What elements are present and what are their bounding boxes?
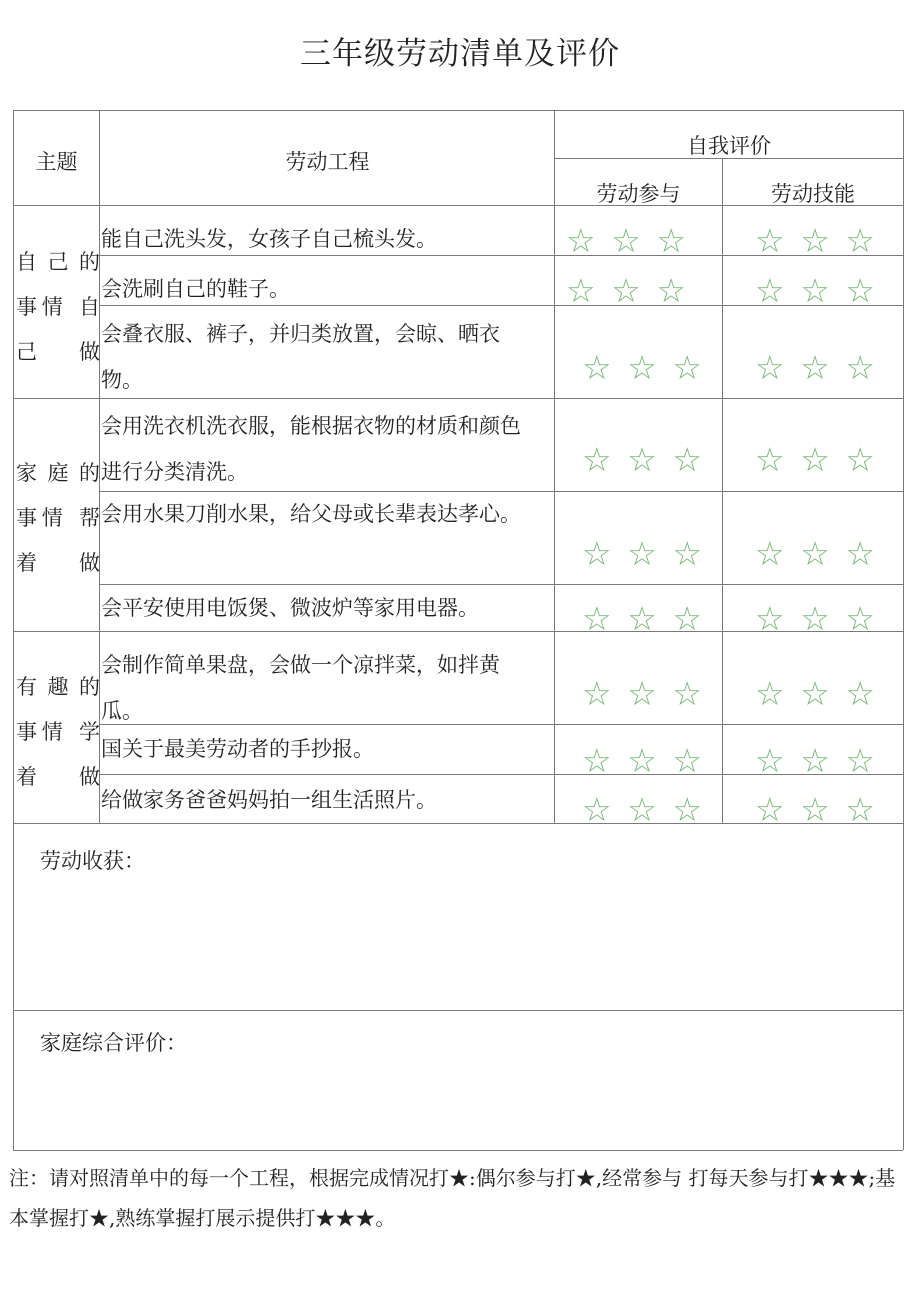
- star-icon[interactable]: ☆: [611, 224, 641, 257]
- task-item: 国关于最美劳动者的手抄报。: [101, 737, 374, 761]
- star-icon[interactable]: ☆: [755, 443, 785, 476]
- grid-line: [903, 110, 904, 1150]
- star-icon[interactable]: ☆: [800, 224, 830, 257]
- theme-line: 着做: [16, 551, 100, 575]
- star-icon[interactable]: ☆: [845, 351, 875, 384]
- participation-stars[interactable]: [582, 793, 702, 826]
- grid-line: [100, 724, 903, 725]
- theme-line: 事情 帮: [16, 506, 100, 530]
- star-icon[interactable]: ☆: [656, 274, 686, 307]
- header-participation: 劳动参与: [596, 182, 681, 206]
- task-item: 会用洗衣机洗衣服，能根据衣物的材质和颜色进行分类清洗。: [101, 414, 521, 484]
- participation-stars[interactable]: [566, 224, 686, 257]
- star-icon[interactable]: ☆: [656, 224, 686, 257]
- star-icon[interactable]: ☆: [800, 443, 830, 476]
- theme-line: 自己的: [16, 250, 100, 274]
- skill-stars[interactable]: [755, 274, 875, 307]
- theme-self: [16, 240, 100, 375]
- theme-line: 家庭的: [16, 461, 100, 485]
- star-icon[interactable]: ☆: [845, 744, 875, 777]
- header-theme: 主题: [35, 150, 78, 174]
- star-icon[interactable]: ☆: [582, 537, 612, 570]
- skill-stars[interactable]: [755, 602, 875, 631]
- grid-line: [13, 631, 903, 632]
- skill-stars[interactable]: [755, 351, 875, 384]
- participation-stars[interactable]: [582, 744, 702, 777]
- star-icon[interactable]: ☆: [755, 224, 785, 257]
- star-icon[interactable]: ☆: [800, 274, 830, 307]
- star-icon[interactable]: ☆: [672, 744, 702, 777]
- star-icon[interactable]: ☆: [611, 274, 641, 307]
- star-icon[interactable]: ☆: [845, 274, 875, 307]
- star-icon[interactable]: ☆: [672, 793, 702, 826]
- family-evaluation-label: 家庭综合评价：: [40, 1031, 187, 1055]
- star-icon[interactable]: ☆: [582, 793, 612, 826]
- theme-fun: [16, 665, 100, 800]
- star-icon[interactable]: ☆: [627, 744, 657, 777]
- star-icon[interactable]: ☆: [627, 351, 657, 384]
- footnote: 注：请对照清单中的每一个工程，根据完成情况打★:偶尔参与打★,经常参与 打每天参与打★★★;基本掌握打★,熟练掌握打展示提供打★★★。: [9, 1166, 896, 1230]
- harvest-label: 劳动收获：: [40, 849, 145, 873]
- star-icon[interactable]: ☆: [627, 443, 657, 476]
- star-icon[interactable]: ☆: [627, 677, 657, 710]
- star-icon[interactable]: ☆: [845, 224, 875, 257]
- task-item: 能自己洗头发，女孩子自己梳头发。: [101, 227, 437, 251]
- participation-stars[interactable]: [582, 677, 702, 710]
- star-icon[interactable]: ☆: [566, 224, 596, 257]
- star-icon[interactable]: ☆: [755, 537, 785, 570]
- star-icon[interactable]: ☆: [800, 602, 830, 631]
- star-icon[interactable]: ☆: [755, 677, 785, 710]
- participation-stars[interactable]: [582, 537, 702, 570]
- theme-line: 事情 学: [16, 720, 100, 744]
- skill-stars[interactable]: [755, 793, 875, 826]
- theme-line: 有趣的: [16, 675, 100, 699]
- star-icon[interactable]: ☆: [582, 351, 612, 384]
- star-icon[interactable]: ☆: [627, 793, 657, 826]
- star-icon[interactable]: ☆: [845, 443, 875, 476]
- theme-line: 己做: [16, 340, 100, 364]
- star-icon[interactable]: ☆: [755, 744, 785, 777]
- star-icon[interactable]: ☆: [845, 537, 875, 570]
- theme-line: 事情 自: [16, 295, 100, 319]
- header-project: 劳动工程: [285, 150, 370, 174]
- grid-line: [13, 1010, 903, 1011]
- star-icon[interactable]: ☆: [582, 677, 612, 710]
- task-item: 会用水果刀削水果，给父母或长辈表达孝心。: [101, 502, 521, 526]
- star-icon[interactable]: ☆: [582, 602, 612, 631]
- skill-stars[interactable]: [755, 677, 875, 710]
- theme-line: 着做: [16, 765, 100, 789]
- skill-stars[interactable]: [755, 443, 875, 476]
- task-item: 会平安使用电饭煲、微波炉等家用电器。: [101, 596, 479, 620]
- star-icon[interactable]: ☆: [845, 602, 875, 631]
- grid-line: [722, 158, 723, 823]
- star-icon[interactable]: ☆: [672, 537, 702, 570]
- star-icon[interactable]: ☆: [755, 793, 785, 826]
- star-icon[interactable]: ☆: [845, 677, 875, 710]
- star-icon[interactable]: ☆: [627, 602, 657, 631]
- star-icon[interactable]: ☆: [755, 602, 785, 631]
- star-icon[interactable]: ☆: [566, 274, 596, 307]
- task-item: 给做家务爸爸妈妈拍一组生活照片。: [101, 788, 437, 812]
- header-skill: 劳动技能: [771, 182, 855, 206]
- skill-stars[interactable]: [755, 744, 875, 777]
- star-icon[interactable]: ☆: [627, 537, 657, 570]
- star-icon[interactable]: ☆: [800, 677, 830, 710]
- star-icon[interactable]: ☆: [672, 351, 702, 384]
- task-item: 会洗刷自己的鞋子。: [101, 277, 290, 301]
- grid-line: [13, 110, 14, 1150]
- star-icon[interactable]: ☆: [582, 443, 612, 476]
- star-icon[interactable]: ☆: [845, 793, 875, 826]
- participation-stars[interactable]: [582, 602, 702, 631]
- star-icon[interactable]: ☆: [755, 274, 785, 307]
- star-icon[interactable]: ☆: [672, 602, 702, 631]
- star-icon[interactable]: ☆: [672, 677, 702, 710]
- header-self-eval: 自我评价: [687, 134, 771, 158]
- grid-line: [554, 110, 555, 823]
- task-item: 会叠衣服、裤子，并归类放置，会晾、晒衣物。: [101, 322, 500, 392]
- star-icon[interactable]: ☆: [800, 744, 830, 777]
- star-icon[interactable]: ☆: [672, 443, 702, 476]
- star-icon[interactable]: ☆: [755, 351, 785, 384]
- star-icon[interactable]: ☆: [800, 793, 830, 826]
- skill-stars[interactable]: [755, 537, 875, 570]
- star-icon[interactable]: ☆: [582, 744, 612, 777]
- participation-stars[interactable]: [582, 351, 702, 384]
- grid-line: [13, 1150, 903, 1151]
- page-title: 三年级劳动清单及评价: [300, 36, 620, 72]
- participation-stars[interactable]: [582, 443, 702, 476]
- theme-family: [16, 451, 100, 586]
- star-icon[interactable]: ☆: [800, 351, 830, 384]
- task-item: 会制作简单果盘，会做一个凉拌菜，如拌黄瓜。: [101, 653, 500, 723]
- participation-stars[interactable]: [566, 274, 686, 307]
- star-icon[interactable]: ☆: [800, 537, 830, 570]
- skill-stars[interactable]: [755, 224, 875, 257]
- grid-line: [13, 110, 903, 111]
